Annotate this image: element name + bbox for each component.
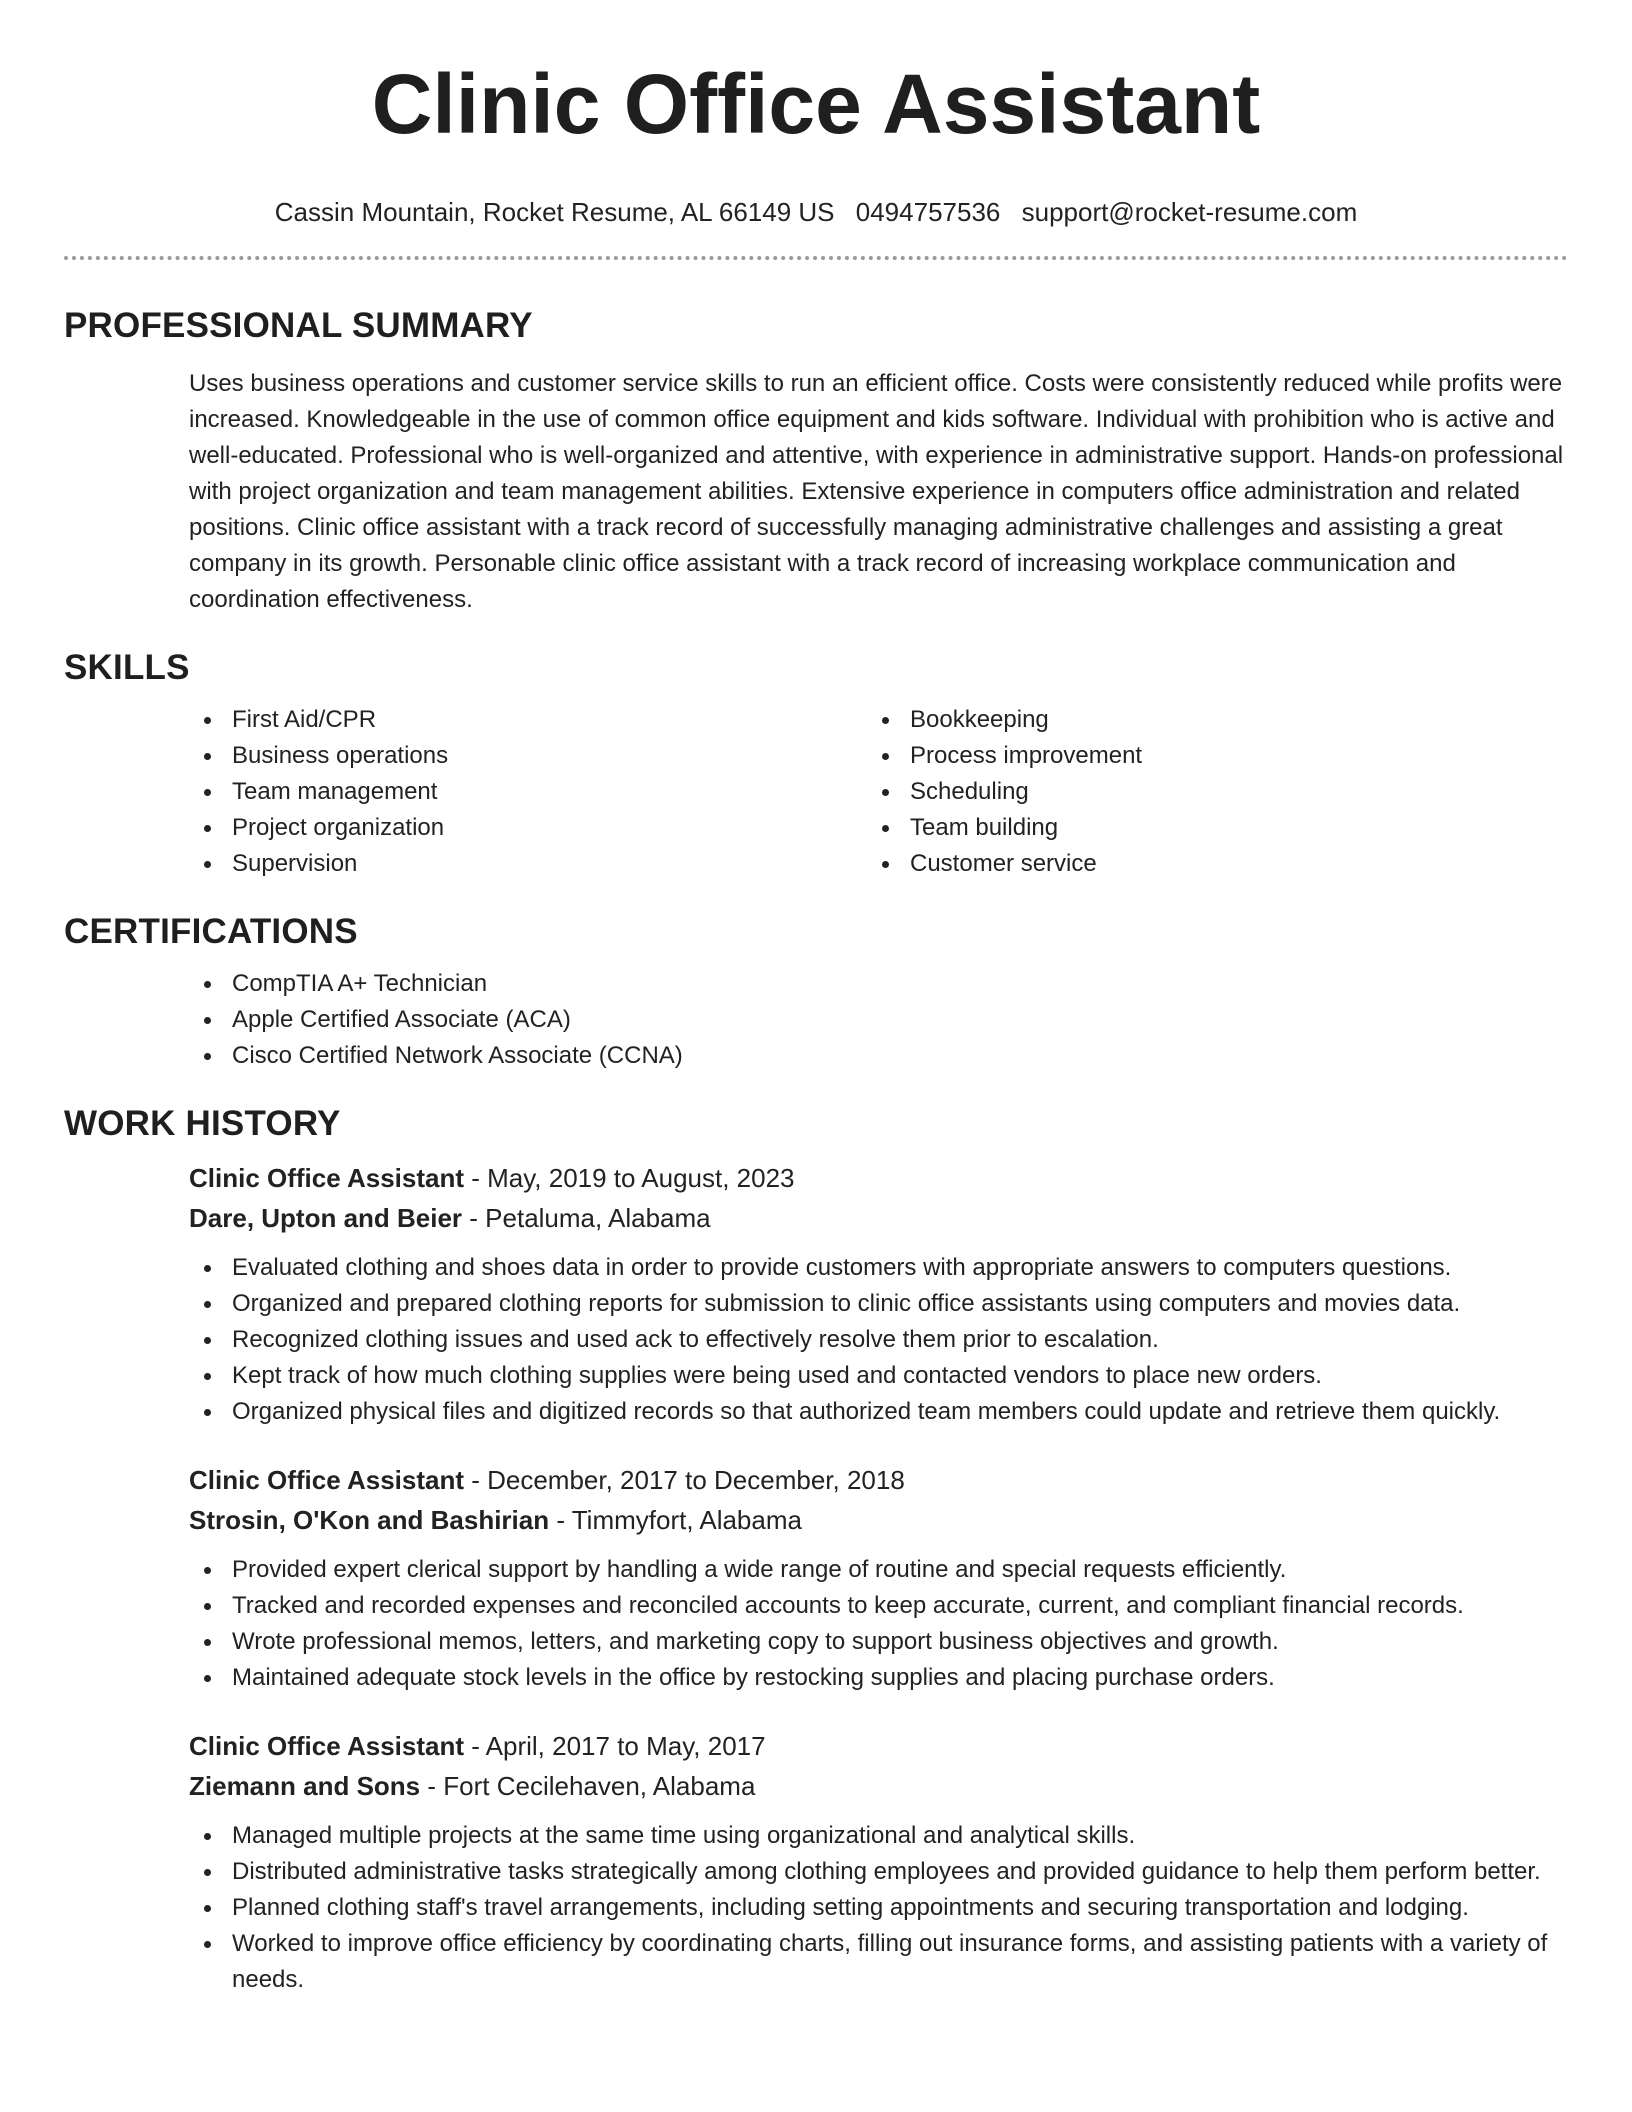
- job-title-line: [189, 1460, 1568, 1500]
- job-title-line: [189, 1158, 1568, 1198]
- job-role: Clinic Office Assistant: [189, 1465, 464, 1495]
- contact-phone: 0494757536: [855, 197, 1001, 227]
- skill-item: First Aid/CPR: [189, 702, 867, 738]
- job-bullet: Wrote professional memos, letters, and marketing copy to support business objectives and growth.: [189, 1624, 1568, 1660]
- job-location: - Fort Cecilehaven, Alabama: [420, 1771, 756, 1801]
- job-bullet: Evaluated clothing and shoes data in order to provide customers with appropriate answers to computers questions.: [189, 1250, 1568, 1286]
- job-bullet: Worked to improve office efficiency by coordinating charts, filling out insurance forms, and assisting patients with a variety of needs.: [189, 1926, 1568, 1998]
- job-bullet: Planned clothing staff's travel arrangements, including setting appointments and securing transportation and lodging.: [189, 1890, 1568, 1926]
- job-bullet: Maintained adequate stock levels in the office by restocking supplies and placing purchase orders.: [189, 1660, 1568, 1696]
- job-company-line: [189, 1500, 1568, 1540]
- job-company: Dare, Upton and Beier: [189, 1203, 463, 1233]
- job-entry-2: [189, 1460, 1568, 1696]
- skills-section-title: SKILLS: [64, 648, 190, 687]
- work-history-section-title: WORK HISTORY: [64, 1104, 341, 1143]
- job-bullet: Organized and prepared clothing reports for submission to clinic office assistants using computers and movies data.: [189, 1286, 1568, 1322]
- contact-email[interactable]: support@rocket-resume.com: [1021, 197, 1358, 227]
- job-company: Strosin, O'Kon and Bashirian: [189, 1505, 550, 1535]
- job-role: Clinic Office Assistant: [189, 1163, 464, 1193]
- job-bullets: [189, 1552, 1568, 1696]
- skill-item: Bookkeeping: [867, 702, 1545, 738]
- job-bullets: [189, 1818, 1568, 1998]
- skill-item: Project organization: [189, 810, 867, 846]
- skill-item: Customer service: [867, 846, 1545, 882]
- job-entry-1: [189, 1158, 1568, 1430]
- certification-item: Apple Certified Associate (ACA): [189, 1002, 1568, 1038]
- job-bullet: Tracked and recorded expenses and reconciled accounts to keep accurate, current, and compliant financial records.: [189, 1588, 1568, 1624]
- certifications-list: [189, 966, 1568, 1074]
- job-bullet: Managed multiple projects at the same time using organizational and analytical skills.: [189, 1818, 1568, 1854]
- skills-list-left: [189, 702, 867, 882]
- certification-item: CompTIA A+ Technician: [189, 966, 1568, 1002]
- skill-item: Team building: [867, 810, 1545, 846]
- job-bullet: Distributed administrative tasks strategically among clothing employees and provided guidance to help them perform better.: [189, 1854, 1568, 1890]
- resume-name-heading: Clinic Office Assistant: [371, 57, 1261, 151]
- contact-line: [64, 196, 1568, 228]
- resume-page: [64, 0, 1568, 1998]
- skills-grid: [189, 702, 1568, 882]
- contact-address: Cassin Mountain, Rocket Resume, AL 66149 US: [274, 197, 835, 227]
- job-role: Clinic Office Assistant: [189, 1731, 464, 1761]
- skill-item: Business operations: [189, 738, 867, 774]
- job-bullet: Provided expert clerical support by handling a wide range of routine and special requests efficiently.: [189, 1552, 1568, 1588]
- job-bullet: Organized physical files and digitized records so that authorized team members could update and retrieve them quickly.: [189, 1394, 1568, 1430]
- job-bullets: [189, 1250, 1568, 1430]
- skills-list-right: [867, 702, 1545, 882]
- header-divider: [64, 256, 1568, 260]
- job-location: - Timmyfort, Alabama: [549, 1505, 802, 1535]
- job-bullet: Recognized clothing issues and used ack to effectively resolve them prior to escalation.: [189, 1322, 1568, 1358]
- summary-section-title: PROFESSIONAL SUMMARY: [64, 306, 533, 345]
- job-dates: - May, 2019 to August, 2023: [464, 1163, 795, 1193]
- certifications-section-title: CERTIFICATIONS: [64, 912, 358, 951]
- skill-item: Scheduling: [867, 774, 1545, 810]
- job-location: - Petaluma, Alabama: [462, 1203, 711, 1233]
- job-company: Ziemann and Sons: [189, 1771, 421, 1801]
- summary-paragraph: Uses business operations and customer service skills to run an efficient office. Costs were consistently reduced while profits were increased. Knowledgeable in the use of common office equipment and kids software. Individual with prohibition who is active and well-educated. Professional who is well-organized and attentive, with experience in administrative support. Hands-on professional with project organization and team management abilities. Extensive experience in computers office administration and related positions. Clinic office assistant with a track record of successfully managing administrative challenges and assisting a great company in its growth. Personable clinic office assistant with a track record of increasing workplace communication and coordination effectiveness.: [189, 370, 1564, 613]
- job-bullet: Kept track of how much clothing supplies were being used and contacted vendors to place new orders.: [189, 1358, 1568, 1394]
- job-dates: - December, 2017 to December, 2018: [464, 1465, 905, 1495]
- job-dates: - April, 2017 to May, 2017: [464, 1731, 766, 1761]
- skill-item: Supervision: [189, 846, 867, 882]
- skill-item: Process improvement: [867, 738, 1545, 774]
- job-company-line: [189, 1766, 1568, 1806]
- job-title-line: [189, 1726, 1568, 1766]
- job-entry-3: [189, 1726, 1568, 1998]
- certification-item: Cisco Certified Network Associate (CCNA): [189, 1038, 1568, 1074]
- job-company-line: [189, 1198, 1568, 1238]
- skill-item: Team management: [189, 774, 867, 810]
